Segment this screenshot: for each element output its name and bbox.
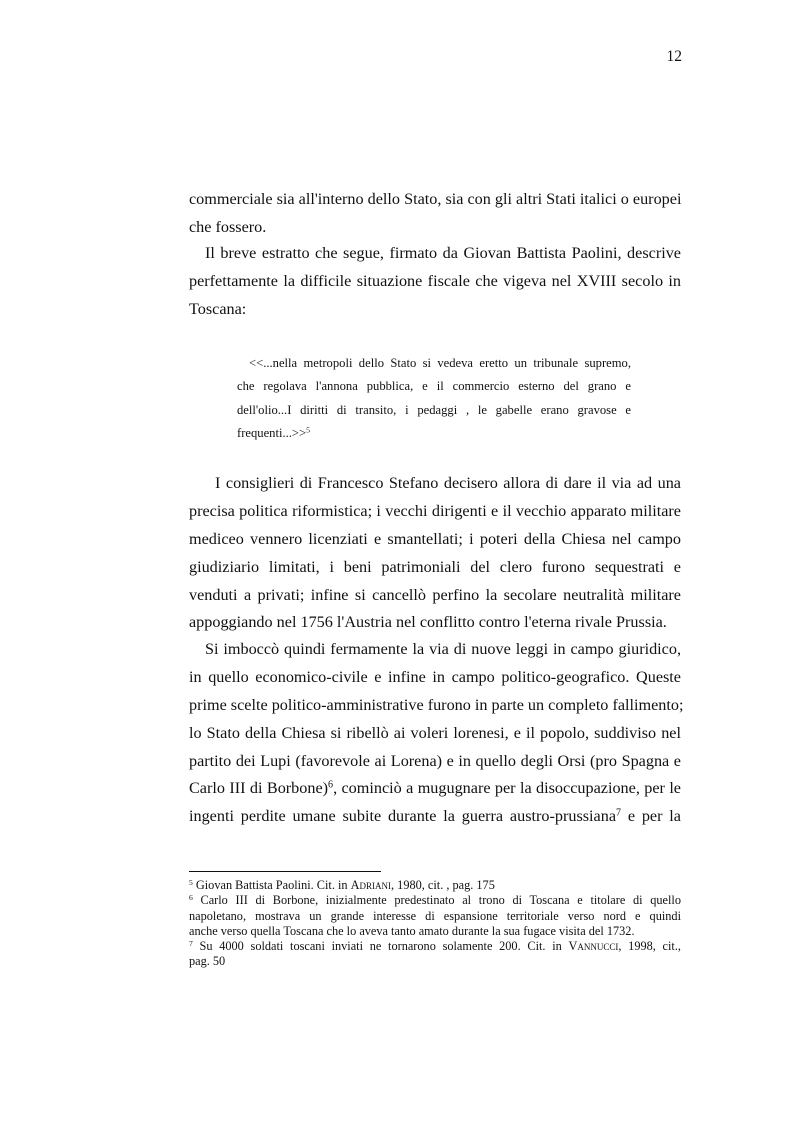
footnote-7: [189, 939, 681, 954]
footnote-text: , 1998, cit.,: [618, 939, 681, 954]
paragraph-consiglieri: [189, 470, 681, 637]
text-line: prime scelte politico-amministrative furono in parte un completo fallimento;: [189, 695, 684, 714]
block-quote: [237, 352, 631, 446]
quote-line: <<...nella metropoli dello Stato si vedeva eretto un tribunale supremo,: [249, 356, 631, 370]
quote-line: [237, 422, 631, 445]
text-line: Toscana:: [189, 299, 247, 318]
text-line: mediceo vennero licenziati e smantellati; i poteri della Chiesa nel campo: [189, 529, 681, 548]
footnote-author: Adriani: [350, 878, 392, 892]
text-line: che fossero.: [189, 217, 267, 236]
footnote-text: Giovan Battista Paolini. Cit. in: [192, 878, 351, 892]
quote-line: dell'olio...I diritti di transito, i pedaggi , le gabelle erano gravose e: [237, 402, 631, 417]
text-line: giudiziario limitati, i beni patrimoniali del clero furono sequestrati e: [189, 557, 681, 576]
text-line: venduti a privati; infine si cancellò perfino la secolare neutralità militare: [189, 585, 681, 604]
footnote-6-line: napoletano, mostrava un grande interesse di espansione territoriale verso nord e quindi: [189, 908, 681, 923]
footnote-5: [189, 878, 681, 893]
footnote-separator: [189, 871, 381, 872]
paragraph-leggi: [189, 636, 684, 831]
footnote-number: 6: [189, 893, 193, 903]
text-line: perfettamente la difficile situazione fiscale che vigeva nel XVIII secolo in: [189, 271, 681, 290]
text-segment: , cominciò a mugugnare per la disoccupazione, per le: [333, 779, 681, 798]
footnote-6-line: anche verso quella Toscana che lo aveva tanto amato durante la sua fugace visita del 1732.: [189, 923, 635, 938]
footnote-text: , 1980, cit. , pag. 175: [391, 878, 495, 892]
footnotes: [189, 878, 681, 970]
text-line: partito dei Lupi (favorevole ai Lorena) e in quello degli Orsi (pro Spagna e: [189, 751, 681, 770]
text-line: I consiglieri di Francesco Stefano decisero allora di dare il via ad una: [215, 474, 681, 492]
paragraph-paolini: [189, 240, 681, 324]
quote-text: frequenti...>>: [237, 426, 307, 441]
text-line: precisa politica riformistica; i vecchi dirigenti e il vecchio apparato militare: [189, 501, 681, 520]
footnote-author: Vannucci: [568, 939, 619, 954]
text-segment: e per la: [621, 807, 681, 826]
text-line: commerciale sia all'interno dello Stato, sia con gli altri Stati italici o europei: [189, 190, 682, 208]
text-line: lo Stato della Chiesa si ribellò ai voleri lorenesi, e il popolo, suddiviso nel: [189, 723, 681, 742]
footnote-ref-5[interactable]: 5: [306, 425, 311, 435]
quote-line: che regolava l'annona pubblica, e il commercio esterno del grano e: [237, 379, 631, 394]
text-line: in quello economico-civile e infine in campo politico-geografico. Queste: [189, 667, 681, 686]
footnote-ref-7[interactable]: 7: [616, 807, 622, 819]
footnote-text: Su 4000 soldati toscani inviati ne tornarono solamente 200. Cit. in: [192, 939, 569, 954]
footnote-7-line: pag. 50: [189, 954, 226, 969]
footnote-text: Carlo III di Borbone, inizialmente predestinato al trono di Toscana e titolare di quello: [192, 893, 681, 908]
text-segment: Carlo III di Borbone): [189, 779, 329, 798]
text-line: Si imboccò quindi fermamente la via di nuove leggi in campo giuridico,: [205, 640, 681, 658]
text-line: appoggiando nel 1756 l'Austria nel conflitto contro l'eterna rivale Prussia.: [189, 613, 667, 632]
text-line: [189, 775, 681, 803]
page-number: 12: [666, 48, 682, 65]
footnote-6: [189, 893, 681, 908]
footnote-number: 5: [189, 877, 193, 887]
text-segment: ingenti perdite umane subite durante la guerra austro-prussiana: [189, 807, 617, 826]
footnote-ref-6[interactable]: 6: [328, 779, 334, 791]
text-line: Il breve estratto che segue, firmato da Giovan Battista Paolini, descrive: [205, 244, 681, 262]
text-line: [189, 803, 681, 831]
paragraph-intro: [189, 186, 681, 242]
footnote-number: 7: [189, 939, 193, 948]
